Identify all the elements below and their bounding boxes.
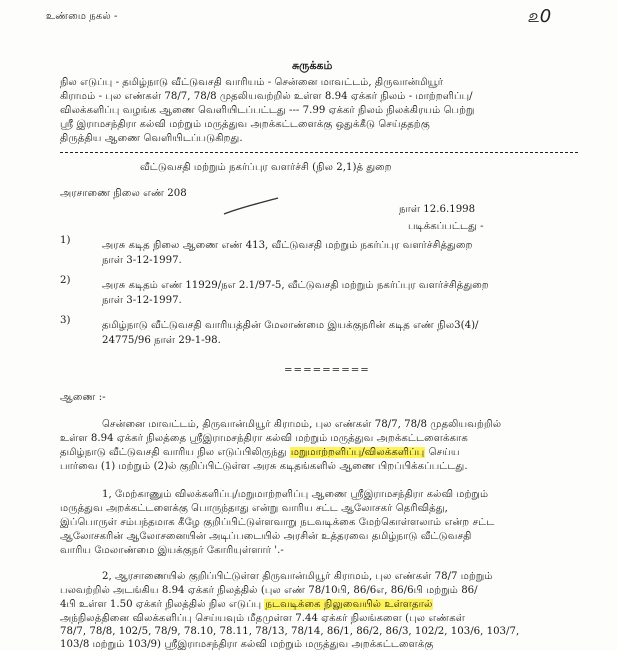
reference-line: தமிழ்நாடு வீட்டுவசதி வாரியத்தின் மேலாண்மை இயக்குநரின் கடித எண் நில3(4)/ bbox=[102, 320, 479, 331]
summary-line: விலக்களிப்பு வழங்க ஆணை வெளியிடப்பட்டது --- 7.99 ஏக்கர் நிலம் நிலக்கிரயம் பெற்று bbox=[60, 105, 475, 116]
summary-line: நில எடுப்பு - தமிழ்நாடு வீட்டுவசதி வாரியம் - சென்னை மாவட்டம், திருவான்மியூர் bbox=[60, 77, 444, 88]
order-label: ஆணை :- bbox=[60, 392, 106, 403]
separator: ========= bbox=[284, 365, 370, 376]
paragraph-line: 1, மேற்காணும் விலக்களிப்பு/மறுமாற்றளிப்பு ஆணை ஸ்ரீஇராமசந்திரா கல்வி மற்றும் bbox=[102, 489, 489, 500]
paragraph-text: செய்ய bbox=[428, 447, 460, 458]
paragraph-line: வாரிய மேலாண்மை இயக்குநர் கோரியுள்ளார் '.- bbox=[60, 545, 284, 556]
reference-number: 2) bbox=[60, 275, 71, 286]
summary-line: ஸ்ரீ இராமசந்திரா கல்வி மற்றும் மருத்துவ அறக்கட்டளைக்கு ஒதுக்கீடு செய்ததற்கு bbox=[60, 119, 430, 130]
paragraph-line bbox=[60, 448, 460, 458]
paragraph-line bbox=[60, 600, 433, 610]
reference-number: 3) bbox=[60, 315, 71, 326]
paragraph-text: தமிழ்நாடு வீட்டுவசதி வாரிய நில எடுப்பிலிருந்து bbox=[60, 447, 287, 458]
paragraph-text: 4பி உள்ள 1.50 ஏக்கர் நிலத்தில் நில எடுப்பு bbox=[60, 599, 262, 610]
order-date: நாள் 12.6.1998 bbox=[399, 204, 476, 215]
reference-line: அரசு கடிதம் எண் 11929/நஎ 2.1/97-5, வீட்டுவசதி மற்றும் நகர்ப்புர வளர்ச்சித்துறை bbox=[102, 280, 489, 291]
read-label: படிக்கப்பட்டது - bbox=[408, 221, 484, 232]
reference-line: நாள் 3-12-1997. bbox=[102, 295, 182, 306]
reference-line: 24775/96 நாள் 29-1-98. bbox=[102, 335, 221, 346]
reference-line: நாள் 3-12-1997. bbox=[102, 255, 182, 266]
paragraph-line: 78/7, 78/8, 102/5, 78/9, 78.10, 78.11, 78/13, 78/14, 86/1, 86/2, 86/3, 102/2, 103/6, 103/7, bbox=[60, 626, 520, 637]
highlighted-text: மறுமாற்றளிப்பு/விலக்களிப்பு bbox=[290, 447, 425, 458]
paragraph-line: பலவற்றில் அடங்கிய 8.94 ஏக்கர் நிலத்தில் (புல எண் 78/10பி, 86/6எ, 86/6பி மற்றும் 86/ bbox=[60, 585, 478, 596]
paragraph-line: இப்பொருள் சம்பந்தமாக கீழே குறிப்பிட்டுள்ளவாறு நடவடிக்கை மேற்கொள்ளலாம் என்ற சட்ட bbox=[60, 517, 495, 528]
summary-line: கிராமம் - புல எண்கள் 78/7, 78/8 முதலியவற்றில் உள்ள 8.94 ஏக்கர் நிலம் - மாற்றளிப்பு/ bbox=[60, 91, 473, 102]
paragraph-line: சென்னை மாவட்டம், திருவான்மியூர் கிராமம், புல எண்கள் 78/7, 78/8 முதலியவற்றில் bbox=[102, 419, 502, 430]
summary-heading: சுருக்கம் bbox=[292, 59, 333, 72]
certified-copy-mark: உண்மை நகல் - bbox=[46, 11, 118, 22]
order-number: அரசாணை நிலை எண் 208 bbox=[60, 188, 187, 199]
reference-line: அரசு கடித நிலை ஆணை எண் 413, வீட்டுவசதி மற்றும் நகர்ப்புர வளர்ச்சித்துறை bbox=[102, 240, 473, 251]
summary-line: திருத்திய ஆணை வெளியிடப்படுகிறது. bbox=[60, 133, 243, 144]
pen-stroke-mark bbox=[222, 195, 282, 217]
paragraph-line: 103/8 மற்றும் 103/9) ஸ்ரீஇராமசந்திரா கல்வி மற்றும் மருத்துவ அறக்கட்டளைக்கு bbox=[60, 639, 434, 650]
paragraph-line: உள்ள 8.94 ஏக்கர் நிலத்தை ஸ்ரீஇராமசந்திரா கல்வி மற்றும் மருத்துவ அறக்கட்டளைக்காக bbox=[60, 433, 468, 444]
summary-divider bbox=[60, 152, 578, 153]
paragraph-line: ஆலோசகரின் ஆலோசனையின் அடிப்படையில் அரசின் உத்தரவை தமிழ்நாடு வீட்டுவசதி bbox=[60, 531, 472, 542]
paragraph-line: 2, ஆரசாணையில் குறிப்பிட்டுள்ள திருவான்மியூர் கிராமம், புல எண்கள் 78/7 மற்றும் bbox=[102, 571, 493, 582]
department-title: வீட்டுவசதி மற்றும் நகர்ப்புர வளர்ச்சி (நில 2,1)த் துறை bbox=[140, 162, 392, 173]
reference-number: 1) bbox=[60, 235, 71, 246]
paragraph-line: அந்நிலத்தினை விலக்களிப்பு செய்யவும் மீதமுள்ள 7.44 ஏக்கர் நிலங்களை (புல எண்கள் bbox=[60, 613, 465, 624]
paragraph-line: மருத்துவ அறக்கட்டளைக்கு பொருந்தாது என்று வாரிய சட்ட ஆலோசகர் தெரிவித்து, bbox=[60, 503, 448, 514]
paragraph-line: பார்வை (1) மற்றும் (2)ல் குறிப்பிட்டுள்ள அரசு கடிதங்களில் ஆணை பிறப்பிக்கப்பட்டது. bbox=[60, 461, 468, 472]
handwritten-page-number: ௨0 bbox=[527, 6, 552, 27]
highlighted-text: நடவடிக்கை நிலுவையில் உள்ளதால் bbox=[265, 599, 433, 610]
